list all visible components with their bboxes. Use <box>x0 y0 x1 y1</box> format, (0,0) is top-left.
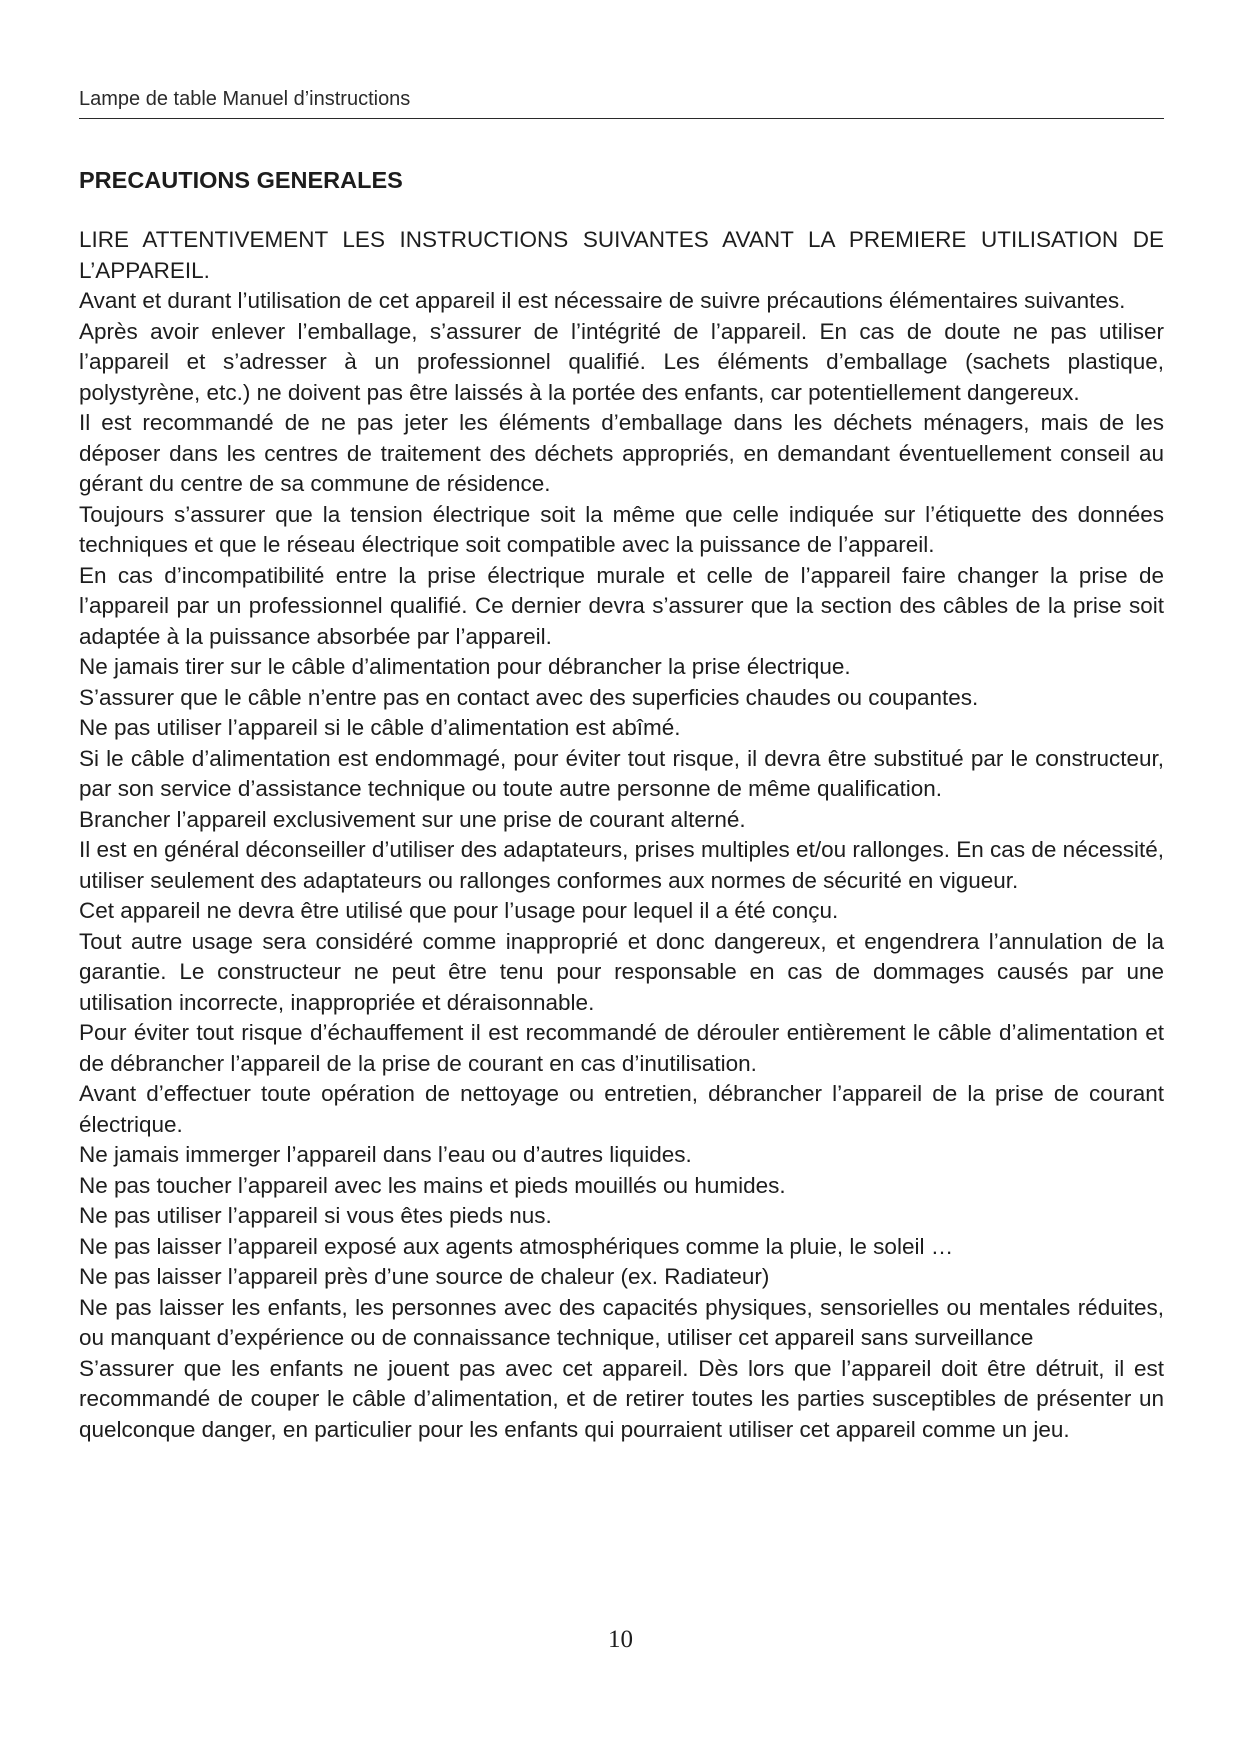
paragraph: Cet appareil ne devra être utilisé que pour l’usage pour lequel il a été conçu. <box>79 898 839 923</box>
paragraph: Après avoir enlever l’emballage, s’assurer de l’intégrité de l’appareil. En cas de doute ne pas utiliser l’appareil et s’adresser à un professionnel qualifié. Les éléments d’emballage (sachets plastique, polystyrène, etc.) ne doivent pas être laissés à la portée des enfants, car potentiellement dangereux. <box>79 318 1164 405</box>
paragraph: Ne pas laisser l’appareil exposé aux agents atmosphériques comme la pluie, le soleil … <box>79 1233 954 1259</box>
paragraph: Brancher l’appareil exclusivement sur une prise de courant alterné. <box>79 806 746 832</box>
paragraph: Avant et durant l’utilisation de cet appareil il est nécessaire de suivre précautions élémentaires suivantes. <box>79 288 1126 313</box>
paragraph: Avant d’effectuer toute opération de nettoyage ou entretien, débrancher l’appareil de la prise de courant électrique. <box>79 1081 1164 1137</box>
paragraph: Ne jamais tirer sur le câble d’alimentation pour débrancher la prise électrique. <box>79 654 851 679</box>
paragraph: Ne pas utiliser l’appareil si vous êtes pieds nus. <box>79 1203 552 1228</box>
section-heading: PRECAUTIONS GENERALES <box>79 167 403 193</box>
paragraph: Toujours s’assurer que la tension électrique soit la même que celle indiquée sur l’étiquette des données techniques et que le réseau électrique soit compatible avec la puissance de l’appareil. <box>79 501 1164 557</box>
page-number: 10 <box>608 1626 633 1653</box>
paragraph: LIRE ATTENTIVEMENT LES INSTRUCTIONS SUIVANTES AVANT LA PREMIERE UTILISATION DE L’APPAREIL. <box>79 227 1164 283</box>
paragraph: S’assurer que les enfants ne jouent pas avec cet appareil. Dès lors que l’appareil doit être détruit, il est recommandé de couper le câble d’alimentation, et de retirer toutes les parties susceptibles de présenter un quelconque danger, en particulier pour les enfants qui pourraient utiliser cet appareil comme un jeu. <box>79 1355 1164 1442</box>
paragraph: Ne pas laisser les enfants, les personnes avec des capacités physiques, sensorielles ou mentales réduites, ou manquant d’expérience ou de connaissance technique, utiliser cet appareil sans surveillance <box>79 1294 1164 1350</box>
paragraph: Si le câble d’alimentation est endommagé, pour éviter tout risque, il devra être substitué par le constructeur, par son service d’assistance technique ou toute autre personne de même qualification. <box>79 745 1164 801</box>
paragraph: Ne pas laisser l’appareil près d’une source de chaleur (ex. Radiateur) <box>79 1264 770 1289</box>
paragraph: En cas d’incompatibilité entre la prise électrique murale et celle de l’appareil faire changer la prise de l’appareil par un professionnel qualifié. Ce dernier devra s’assurer que la section des câbles de la prise soit adaptée à la puissance absorbée par l’appareil. <box>79 562 1164 649</box>
paragraph: Il est recommandé de ne pas jeter les éléments d’emballage dans les déchets ménagers, mais de les déposer dans les centres de traitement des déchets appropriés, en demandant éventuellement conseil au gérant du centre de sa commune de résidence. <box>79 410 1164 496</box>
header-divider <box>79 118 1164 119</box>
paragraph: S’assurer que le câble n’entre pas en contact avec des superficies chaudes ou coupantes. <box>79 684 979 710</box>
paragraph: Ne pas toucher l’appareil avec les mains et pieds mouillés ou humides. <box>79 1172 786 1198</box>
paragraph: Ne jamais immerger l’appareil dans l’eau ou d’autres liquides. <box>79 1142 692 1167</box>
paragraph: Il est en général déconseiller d’utiliser des adaptateurs, prises multiples et/ou rallonges. En cas de nécessité, utiliser seulement des adaptateurs ou rallonges conformes aux normes de sécurité en vigueur. <box>79 837 1164 893</box>
paragraph: Ne pas utiliser l’appareil si le câble d’alimentation est abîmé. <box>79 715 681 740</box>
header-title: Lampe de table Manuel d’instructions <box>79 88 411 110</box>
paragraph: Pour éviter tout risque d’échauffement il est recommandé de dérouler entièrement le câble d’alimentation et de débrancher l’appareil de la prise de courant en cas d’inutilisation. <box>79 1020 1164 1076</box>
precautions-body <box>79 225 1164 1445</box>
paragraph: Tout autre usage sera considéré comme inapproprié et donc dangereux, et engendrera l’annulation de la garantie. Le constructeur ne peut être tenu pour responsable en cas de dommages causés par une utilisation incorrecte, inappropriée et déraisonnable. <box>79 928 1164 1015</box>
